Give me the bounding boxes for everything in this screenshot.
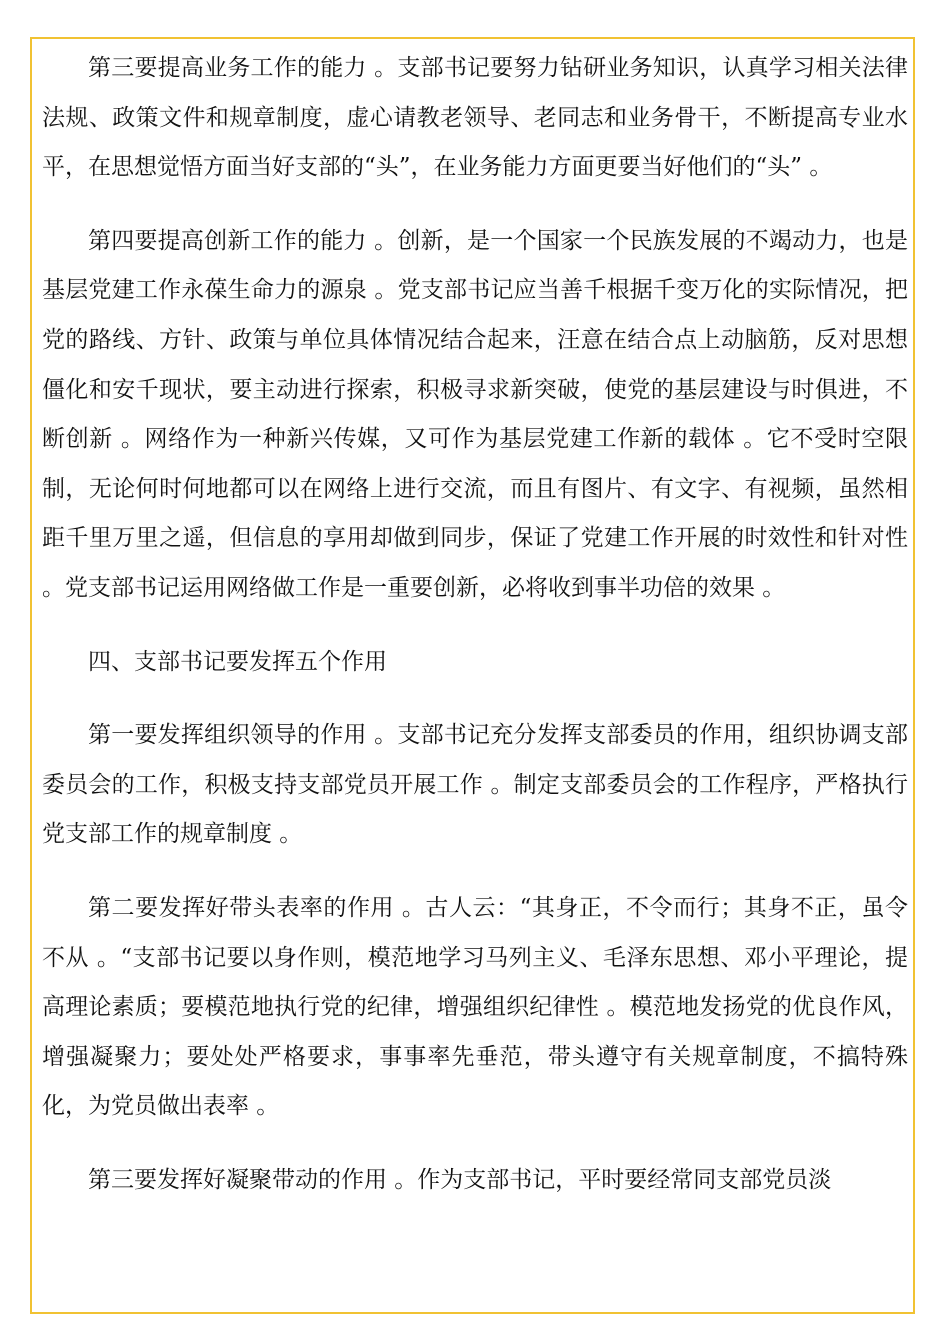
paragraph-innovation-ability: 第四要提高创新工作的能力 。创新，是一个国家一个民族发展的不竭动力，也是基层党建工作永葆生命力的源泉 。党支部书记应当善千根据千变万化的实际情况，把党的路线、方针、政策与单位具体情况结合起来，汪意在结合点上动脑筋，反对思想僵化和安千现状，要主动进行探索，积极寻求新突破，使党的基层建设与时俱进，不断创新 。网络作为一种新兴传媒，又可作为基层党建工作新的载体 。它不受时空限制，无论何时何地都可以在网络上进行交流，而且有图片、有文字、有视频，虽然相距千里万里之遥，但信息的享用却做到同步，保证了党建工作开展的时效性和针对性 。党支部书记运用网络做工作是一重要创新，必将收到事半功倍的效果 。 bbox=[42, 227, 908, 601]
document-body bbox=[42, 44, 908, 1229]
paragraph-leading-by-example: 第二要发挥好带头表率的作用 。古人云：“其身正，不令而行；其身不正，虽令不从 。“支部书记要以身作则，模范地学习马列主义、毛泽东思想、邓小平理论，提高理论素质；要模范地执行党的纪律，增强组织纪律性 。模范地发扬党的优良作风，增强凝聚力；要处处严格要求，事事率先垂范，带头遵守有关规章制度，不搞特殊化，为党员做出表率 。 bbox=[42, 894, 908, 1120]
paragraph-business-ability: 第三要提高业务工作的能力 。支部书记要努力钻研业务知识，认真学习相关法律法规、政策文件和规章制度，虚心请教老领导、老同志和业务骨干，不断提高专业水平，在思想觉悟方面当好支部的“头”，在业务能力方面更要当好他们的“头” 。 bbox=[42, 55, 908, 181]
paragraph-cohesion-role: 第三要发挥好凝聚带动的作用 。作为支部书记，平时要经常同支部党员淡 bbox=[88, 1166, 832, 1193]
section-heading-five-roles: 四、支部书记要发挥五个作用 bbox=[88, 648, 387, 675]
paragraph-organizational-leadership: 第一要发挥组织领导的作用 。支部书记充分发挥支部委员的作用，组织协调支部委员会的工作，积极支持支部党员开展工作 。制定支部委员会的工作程序，严格执行党支部工作的规章制度 。 bbox=[42, 722, 908, 848]
